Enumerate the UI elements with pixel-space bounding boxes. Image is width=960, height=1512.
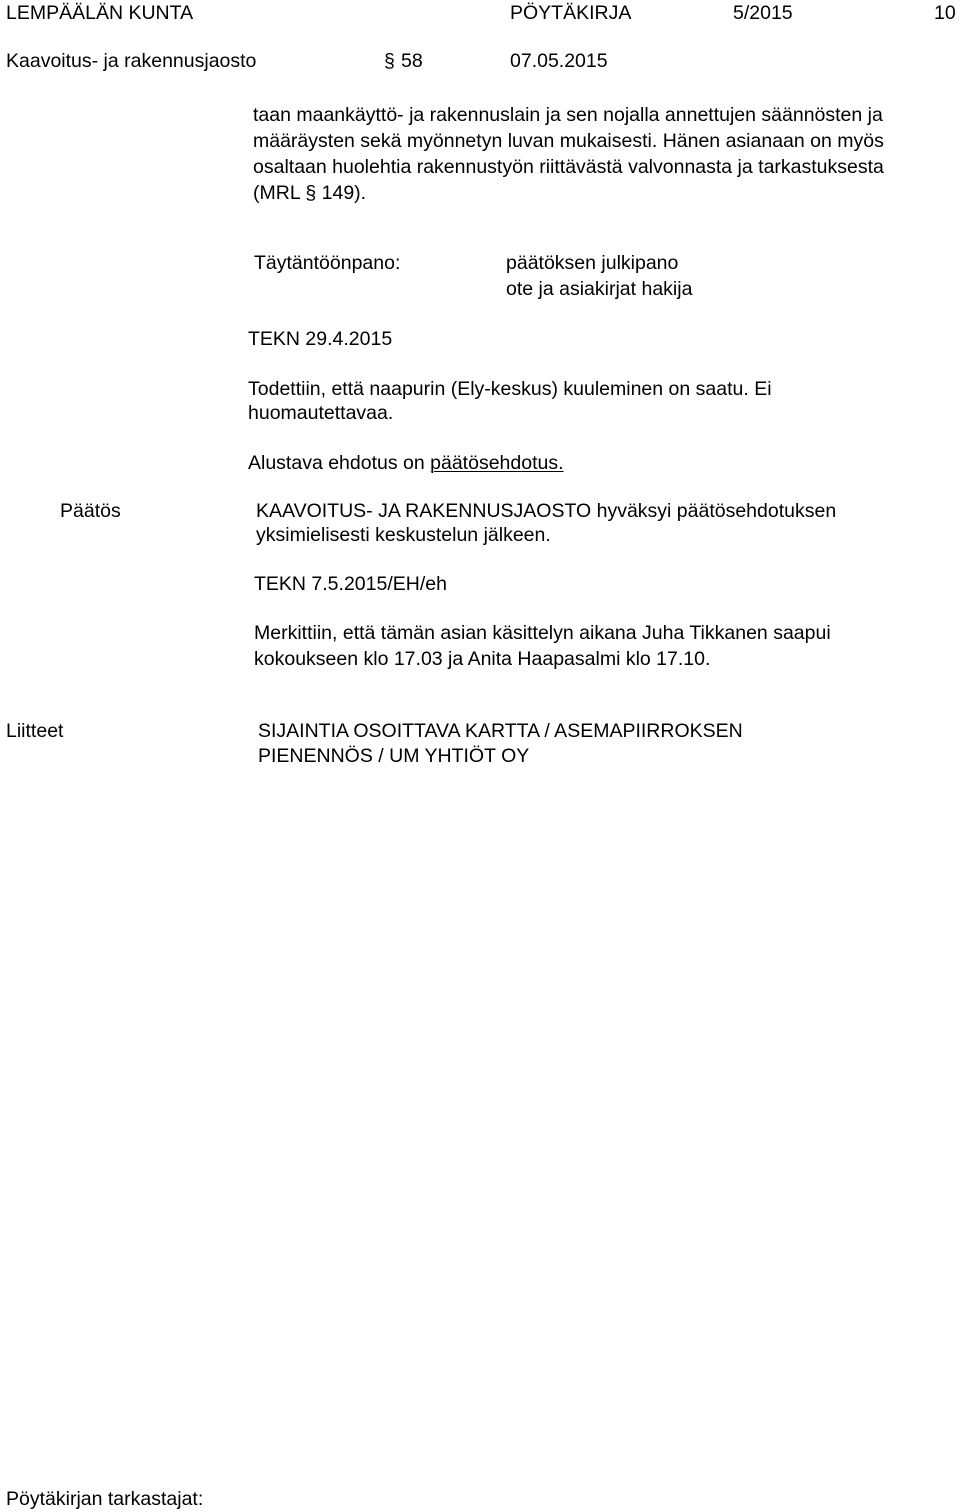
document-type: PÖYTÄKIRJA <box>510 2 632 24</box>
section-symbol: § <box>384 50 395 72</box>
execution-item: ote ja asiakirjat hakija <box>506 278 693 300</box>
tekn-text-line-1: Merkittiin, että tämän asian käsittelyn aikana Juha Tikkanen saapui <box>254 622 831 644</box>
mrl-suffix: 149). <box>316 182 367 204</box>
meeting-date: 07.05.2015 <box>510 50 608 72</box>
tekn-text-line-2: kokoukseen klo 17.03 ja Anita Haapasalmi klo 17.10. <box>254 648 711 670</box>
tekn-date: TEKN 29.4.2015 <box>248 328 393 350</box>
mrl-section-symbol: § <box>305 182 317 204</box>
attachments-line-1: SIJAINTIA OSOITTAVA KARTTA / ASEMAPIIRROKSEN <box>258 720 743 742</box>
execution-label: Täytäntöönpano: <box>254 252 401 274</box>
tekn-text-line-1: Todettiin, että naapurin (Ely-keskus) kuuleminen on saatu. Ei <box>248 378 772 400</box>
decision-label: Päätös <box>60 500 121 522</box>
committee-name: Kaavoitus- ja rakennusjaosto <box>6 50 257 72</box>
intro-line-2: määräysten sekä myönnetyn luvan mukaisesti. Hänen asianaan on myös <box>253 130 884 152</box>
proposal-prefix: Alustava ehdotus on <box>248 452 431 474</box>
mrl-prefix: (MRL <box>253 182 306 204</box>
decision-line-1: KAAVOITUS- JA RAKENNUSJAOSTO hyväksyi päätösehdotuksen <box>256 500 837 522</box>
tekn-text-line-2: huomautettavaa. <box>248 402 394 424</box>
decision-line-2: yksimielisesti keskustelun jälkeen. <box>256 524 551 546</box>
tekn-date: TEKN 7.5.2015/EH/eh <box>254 573 447 595</box>
reviewers-label: Pöytäkirjan tarkastajat: <box>6 1488 204 1510</box>
attachments-line-2: PIENENNÖS / UM YHTIÖT OY <box>258 745 530 767</box>
proposal-link[interactable]: päätösehdotus. <box>430 452 564 474</box>
page-number: 10 <box>934 2 956 24</box>
mrl-reference <box>253 180 366 206</box>
section-number: 58 <box>401 50 423 72</box>
execution-item: päätöksen julkipano <box>506 252 679 274</box>
intro-line-3: osaltaan huolehtia rakennustyön riittävästä valvonnasta ja tarkastuksesta <box>253 156 884 178</box>
municipality-name: LEMPÄÄLÄN KUNTA <box>6 2 194 24</box>
proposal-text <box>248 450 564 476</box>
intro-line-1: taan maankäyttö- ja rakennuslain ja sen nojalla annettujen säännösten ja <box>253 104 883 126</box>
attachments-label: Liitteet <box>6 720 64 742</box>
document-number: 5/2015 <box>733 2 793 24</box>
